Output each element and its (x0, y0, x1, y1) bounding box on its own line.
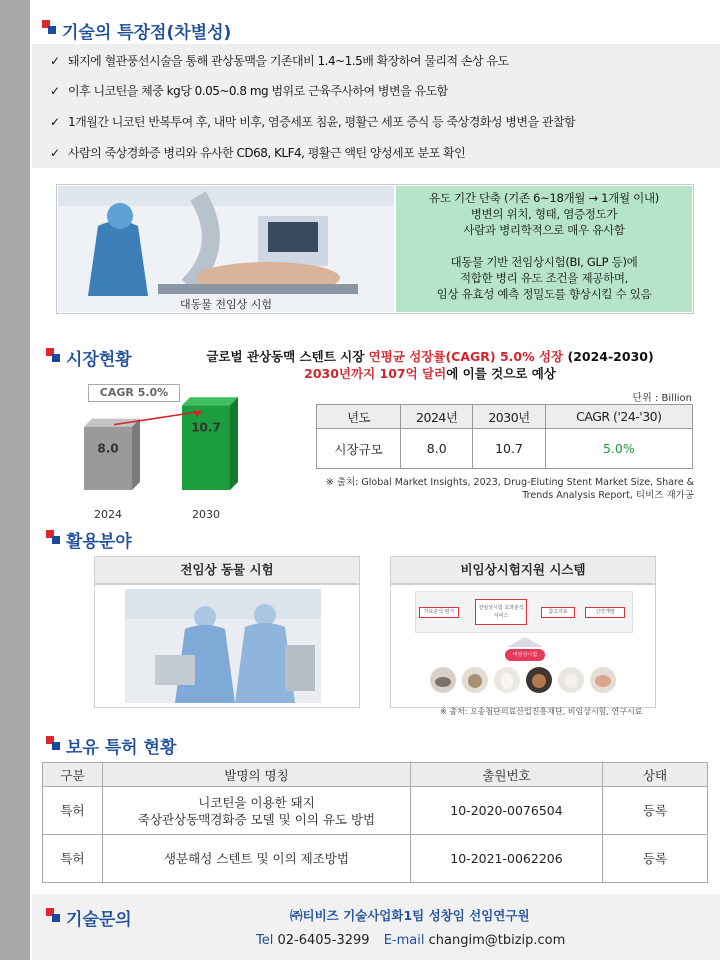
table-cell: 특허 (43, 835, 103, 883)
highlight-line: 적합한 병리 유도 조건을 제공하며, (459, 271, 629, 285)
highlight-line: 병변의 위치, 형태, 염증정도가 (470, 207, 618, 221)
highlight-line: 임상 유효성 예측 정밀도를 향상시킬 수 있음 (436, 287, 652, 301)
section-bullet-icon (46, 908, 60, 922)
table-header: 상태 (603, 763, 708, 787)
market-bar-chart (70, 380, 270, 530)
left-accent-bar (0, 0, 30, 960)
surgery-photo (58, 186, 394, 312)
table-header: 구분 (43, 763, 103, 787)
category-label: 2024 (94, 508, 122, 521)
check-icon: ✓ (50, 84, 60, 98)
email-link[interactable]: changim@tbizip.com (428, 933, 566, 948)
bar-side (132, 419, 140, 490)
check-icon: ✓ (50, 146, 60, 160)
feature-item: ✓ 돼지에 혈관풍선시술을 통해 관상동맥을 기존대비 1.4~1.5배 확장하여 물리적 손상 유도 (50, 54, 509, 68)
section-bullet-icon (46, 530, 60, 544)
table-row (43, 787, 708, 835)
table-cell: 생분해성 스텐트 및 이의 제조방법 (103, 835, 411, 883)
usage-card (94, 584, 360, 708)
table-cell: 10-2021-0062206 (411, 835, 603, 883)
cagr-badge: CAGR 5.0% (88, 384, 180, 402)
contact-title: 기술문의 (66, 910, 132, 930)
up-arrow-icon (507, 637, 543, 647)
highlight-text-box (396, 186, 692, 312)
table-cell: 등록 (603, 835, 708, 883)
animal-icons (429, 665, 629, 695)
table-cell: 등록 (603, 787, 708, 835)
usage-card-title: 비임상시험지원 시스템 (390, 556, 656, 584)
section-bullet-icon (42, 20, 56, 34)
patents-table (42, 762, 708, 883)
usage-title: 활용분야 (66, 532, 132, 552)
check-icon: ✓ (50, 54, 60, 68)
table-cell: 10-2020-0076504 (411, 787, 603, 835)
usage-card-title: 전임상 동물 시험 (94, 556, 360, 584)
flow-step: 신약개발 (585, 607, 625, 618)
highlight-line: 대동물 기반 전임상시험(BI, GLP 등)에 (450, 255, 638, 269)
bar-side (230, 397, 238, 490)
photo-caption: 대동물 전임상 시험 (179, 298, 272, 311)
category-label: 2030 (192, 508, 220, 521)
table-row (43, 835, 708, 883)
market-title: 시장현황 (66, 350, 132, 370)
contact-line: Tel 02-6405-3299 E-mail changim@tbizip.com (256, 933, 566, 948)
table-header: 년도 (317, 405, 401, 429)
market-headline: 글로벌 관상동맥 스텐트 시장 연평균 성장률(CAGR) 5.0% 성장 (2024-2030) 2030년까지 107억 달러에 이를 것으로 예상 (206, 349, 654, 381)
check-icon: ✓ (50, 115, 60, 129)
bar-2024 (84, 427, 132, 490)
flow-step: 참고자료 (541, 607, 575, 618)
contact-band (32, 894, 720, 960)
table-cell: 특허 (43, 787, 103, 835)
usage-card (390, 584, 656, 708)
table-cell: 10.7 (473, 429, 545, 469)
lab-photo (95, 585, 359, 707)
bar-top (182, 397, 238, 405)
bar-value-label: 8.0 (97, 441, 119, 456)
market-table (316, 404, 693, 469)
table-cell: 시장규모 (317, 429, 401, 469)
table-header: 2030년 (473, 405, 545, 429)
bar-value-label: 10.7 (191, 420, 221, 435)
phone-number[interactable]: 02-6405-3299 (277, 933, 370, 948)
table-header: CAGR ('24-'30) (545, 405, 692, 429)
flow-step: 자료분석 평가 (419, 607, 459, 618)
table-cell: 5.0% (545, 429, 692, 469)
section-bullet-icon (46, 736, 60, 750)
section-bullet-icon (46, 348, 60, 362)
highlight-line: 사람과 병리학적으로 매우 유사함 (463, 223, 625, 237)
table-header: 2024년 (401, 405, 473, 429)
features-title: 기술의 특장점(차별성) (62, 23, 232, 43)
feature-item: ✓ 사람의 죽상경화증 병리와 유사한 CD68, KLF4, 평활근 액틴 양성세포 분포 확인 (50, 146, 466, 160)
feature-item: ✓ 이후 니코틴을 체중 kg당 0.05~0.8 mg 범위로 근육주사하여 병변을 유도함 (50, 84, 448, 98)
bar-2030 (182, 405, 230, 490)
table-header: 출원번호 (411, 763, 603, 787)
market-source: ※ 출처: Global Market Insights, 2023, Drug-Eluting Stent Market Size, Share & Trends Analysis Report, 티비즈 재가공 (325, 477, 694, 501)
table-header: 발명의 명칭 (103, 763, 411, 787)
table-cell: 니코틴을 이용한 돼지 죽상관상동맥경화증 모델 및 이의 유도 방법 (103, 787, 411, 835)
flow-center-pill: 비임상시험 (505, 649, 545, 661)
contact-org: ㈜티비즈 기술사업화1팀 성창임 선임연구원 (290, 908, 530, 923)
usage-source: ※ 출처: 오송첨단의료산업진흥재단, 비임상시험, 연구시료 (440, 707, 643, 716)
table-cell: 8.0 (401, 429, 473, 469)
feature-item: ✓ 1개월간 니코틴 반복투여 후, 내막 비후, 염증세포 침윤, 평활근 세포 증식 등 죽상경화성 병변을 관찰함 (50, 115, 576, 129)
patents-title: 보유 특허 현황 (66, 738, 177, 758)
highlight-line: 유도 기간 단축 (기존 6~18개월 → 1개월 이내) (429, 191, 659, 205)
unit-label: 단위 : Billion (632, 393, 692, 404)
flow-step: 전임상시험 효과분석 서비스 (475, 599, 527, 625)
